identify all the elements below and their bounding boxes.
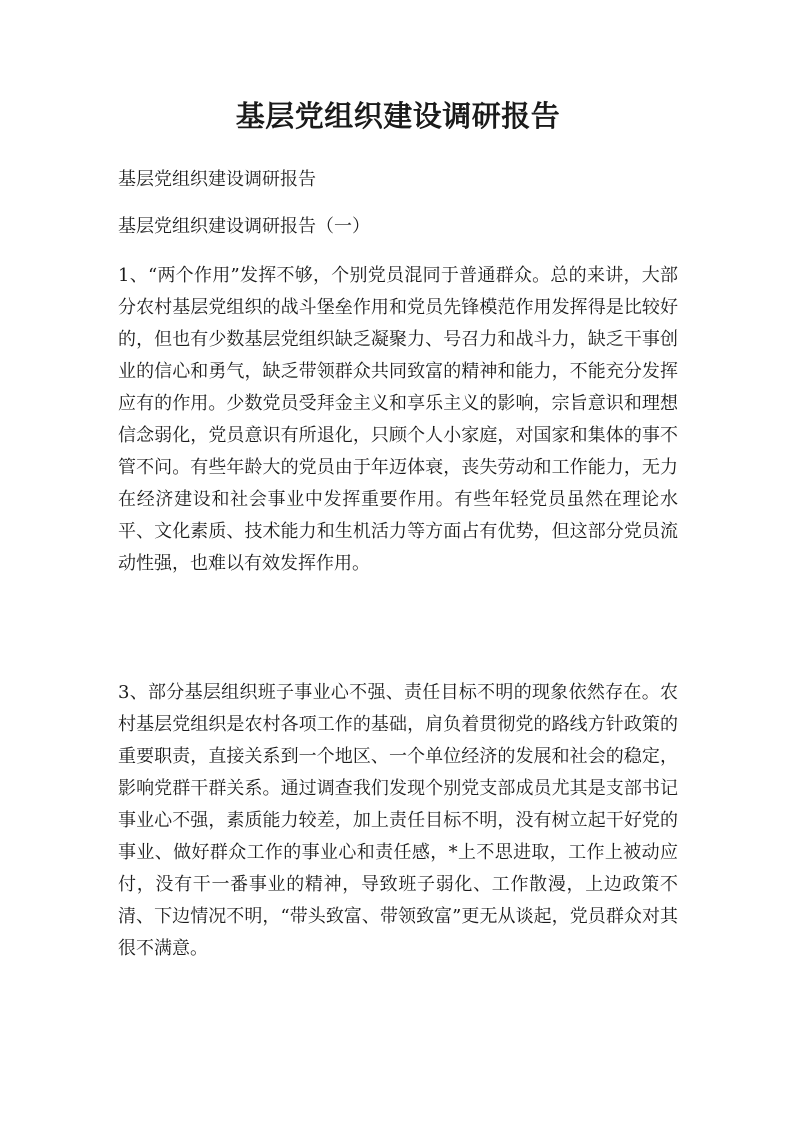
document-subtitle: 基层党组织建设调研报告	[118, 169, 316, 190]
paragraph-1: 1、“两个作用”发挥不够，个别党员混同于普通群众。总的来讲，大部分农村基层党组织的战斗堡垒作用和党员先锋模范作用发挥得是比较好的，但也有少数基层党组织缺乏凝聚力、号召力和战斗力，缺乏干事创业的信心和勇气，缺乏带领群众共同致富的精神和能力，不能充分发挥应有的作用。少数党员受拜金主义和享乐主义的影响，宗旨意识和理想信念弱化，党员意识有所退化，只顾个人小家庭，对国家和集体的事不管不问。有些年龄大的党员由于年迈体衰，丧失劳动和工作能力，无力在经济建设和社会事业中发挥重要作用。有些年轻党员虽然在理论水平、文化素质、技术能力和生机活力等方面占有优势，但这部分党员流动性强，也难以有效发挥作用。	[118, 265, 678, 574]
page-title: 基层党组织建设调研报告	[235, 99, 561, 133]
section-heading: 基层党组织建设调研报告（一）	[118, 216, 370, 237]
paragraph-2: 3、部分基层组织班子事业心不强、责任目标不明的现象依然存在。农村基层党组织是农村各项工作的基础，肩负着贯彻党的路线方针政策的重要职责，直接关系到一个地区、一个单位经济的发展和社会的稳定，影响党群干群关系。通过调查我们发现个别党支部成员尤其是支部书记事业心不强，素质能力较差，加上责任目标不明，没有树立起干好党的事业、做好群众工作的事业心和责任感，*上不思进取，工作上被动应付，没有干一番事业的精神，导致班子弱化、工作散漫，上边政策不清、下边情况不明，“带头致富、带领致富”更无从谈起，党员群众对其很不满意。	[118, 682, 678, 959]
